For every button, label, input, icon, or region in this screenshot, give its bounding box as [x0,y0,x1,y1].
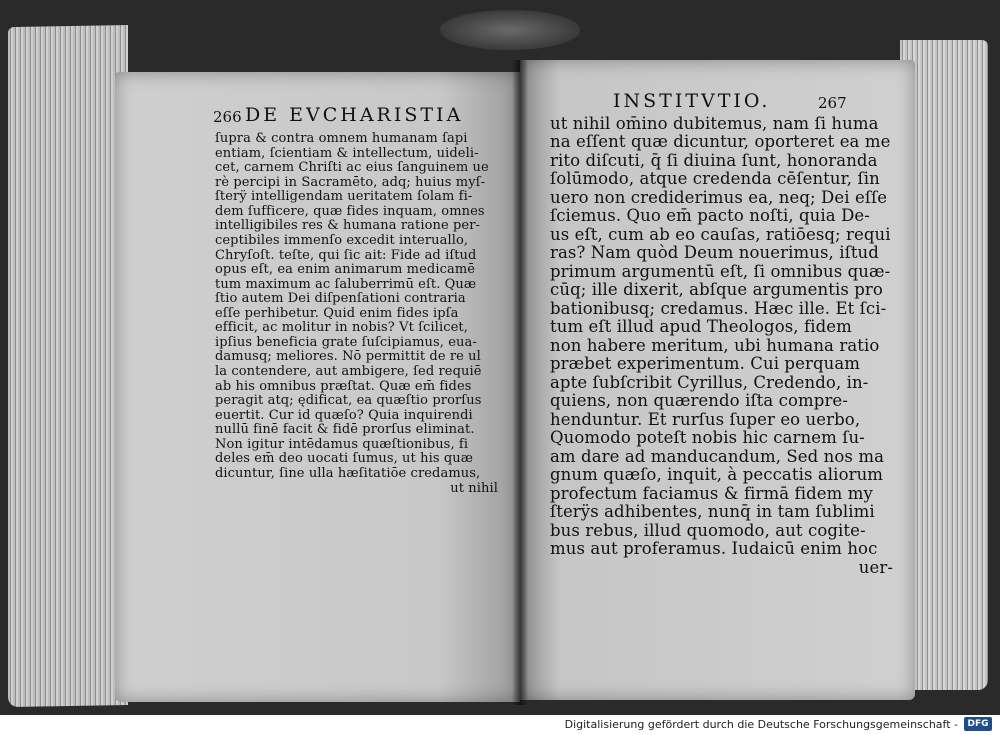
text-line: eſſe perhibetur. Quid enim fides ipſa [215,305,459,321]
text-line: nullū finē facit & fidē prorſus eliminat. [215,422,475,438]
text-line: ut nihil [450,480,498,496]
book-headband [440,10,580,50]
text-line: non habere meritum, ubi humana ratio [550,335,880,355]
text-line: henduntur. Et rurſus ſuper eo uerbo, [550,409,861,429]
text-line: intelligibiles res & humana ratione per- [215,218,481,234]
text-line: opus eſt, ea enim animarum medicamē [215,262,476,278]
right-running-header: INSTITVTIO. [613,90,771,112]
text-line: bationibusq; credamus. Hæc ille. Et ſci- [550,298,887,318]
text-line: præbet experimentum. Cui perquam [550,354,861,374]
right-page-number: 267 [818,94,847,112]
text-line: ut nihil om̄ino dubitemus, nam ſi huma [550,114,879,133]
text-line: na eſſent quæ dicuntur, oporteret ea me [550,132,891,152]
text-line: dicuntur, ſine ulla hæſitatiōe credamus, [215,465,481,481]
text-line: Chryſoſt. teſte, qui ſic ait: Fide ad iſtud [215,247,477,263]
text-line: euertit. Cur id quæſo? Quia inquirendi [215,407,473,423]
dfg-logo: DFG [964,717,992,731]
text-line: Non igitur intēdamus quæſtionibus, fi [215,436,469,452]
text-line: cūq; ille dixerit, abſque argumentis pro [550,280,883,300]
text-line: efficit, ac molitur in nobis? Vt ſcilicet, [215,320,468,336]
text-line: ſterÿ intelligendam ueritatem ſolam fi- [215,189,473,205]
text-line: rito diſcuti, q̄ ſi diuina ſunt, honoranda [550,150,878,170]
text-line: tum maximum ac ſaluberrimū eſt. Quæ [215,276,477,292]
text-line: damusq; meliores. Nō permittit de re ul [215,349,481,365]
text-line: la contendere, aut ambigere, ſed requiē [215,364,482,379]
text-line: ſciemus. Quo em̄ pacto noſti, quia De- [550,206,870,226]
text-line: dem ſufficere, quæ fides inquam, omnes [215,203,485,219]
text-line: rè percipi in Sacramēto, adq; huius myſ- [215,174,486,190]
text-line: primum argumentū eſt, ſi omnibus quæ- [550,261,891,281]
left-page-number: 266 [213,108,242,126]
left-running-header: DE EVCHARISTIA [245,104,464,126]
text-line: ras? Nam quòd Deum nouerimus, iſtud [550,243,879,263]
text-line: ſtio autem Dei diſpenſationi contraria [215,291,466,307]
text-line: ipſius beneficia grate ſuſcipiamus, eua- [215,334,477,350]
text-line: ſupra & contra omnem humanam ſapi [215,131,468,146]
text-line: peragit atq; ędificat, ea quæſtio prorſus [215,393,482,409]
text-line: uer- [858,557,893,577]
text-line: ſolūmodo, atque credenda cēſentur, ſin [550,169,880,189]
left-page-text [215,132,498,496]
text-line: us eſt, cum ab eo cauſas, ratiōesq; requi [550,224,891,244]
text-line: quiens, non quærendo iſta compre- [550,391,848,411]
text-line: cet, carnem Chriſti ac eius ſanguinem ue [215,160,489,176]
text-line: ab his omnibus præſtat. Quæ em̄ fides [215,378,472,394]
footer-bar [0,715,1000,735]
text-line: ſterÿs adhibentes, nunq̄ in tam ſublimi [550,502,875,522]
text-line: deles em̄ deo uocati ſumus, ut his quæ [215,451,474,467]
right-page [520,60,915,700]
text-line: ceptibiles immenſo excedit interuallo, [215,232,469,248]
book-fore-edge-left [8,25,128,707]
text-line: mus aut proferamus. Iudaicū enim hoc [550,539,878,559]
text-line: bus rebus, illud quomodo, aut cogite- [550,520,866,540]
text-line: tum eſt illud apud Theologos, fidem [550,317,852,337]
text-line: Quomodo poteſt nobis hic carnem ſu- [550,428,865,448]
text-line: entiam, ſcientiam & intellectum, uideli- [215,145,479,161]
text-line: apte ſubſcribit Cyrillus, Credendo, in- [550,372,869,392]
book-gutter [512,60,528,705]
footer-credit: Digitalisierung gefördert durch die Deutsche Forschungsgemeinschaft - [564,718,958,731]
left-page [115,72,520,702]
text-line: profectum faciamus & firmā fidem my [550,483,873,503]
right-page-text [550,115,893,577]
text-line: gnum quæſo, inquit, à peccatis aliorum [550,465,884,485]
text-line: uero non crediderimus ea, neq; Dei eſſe [550,187,888,207]
text-line: am dare ad manducandum, Sed nos ma [550,446,885,466]
